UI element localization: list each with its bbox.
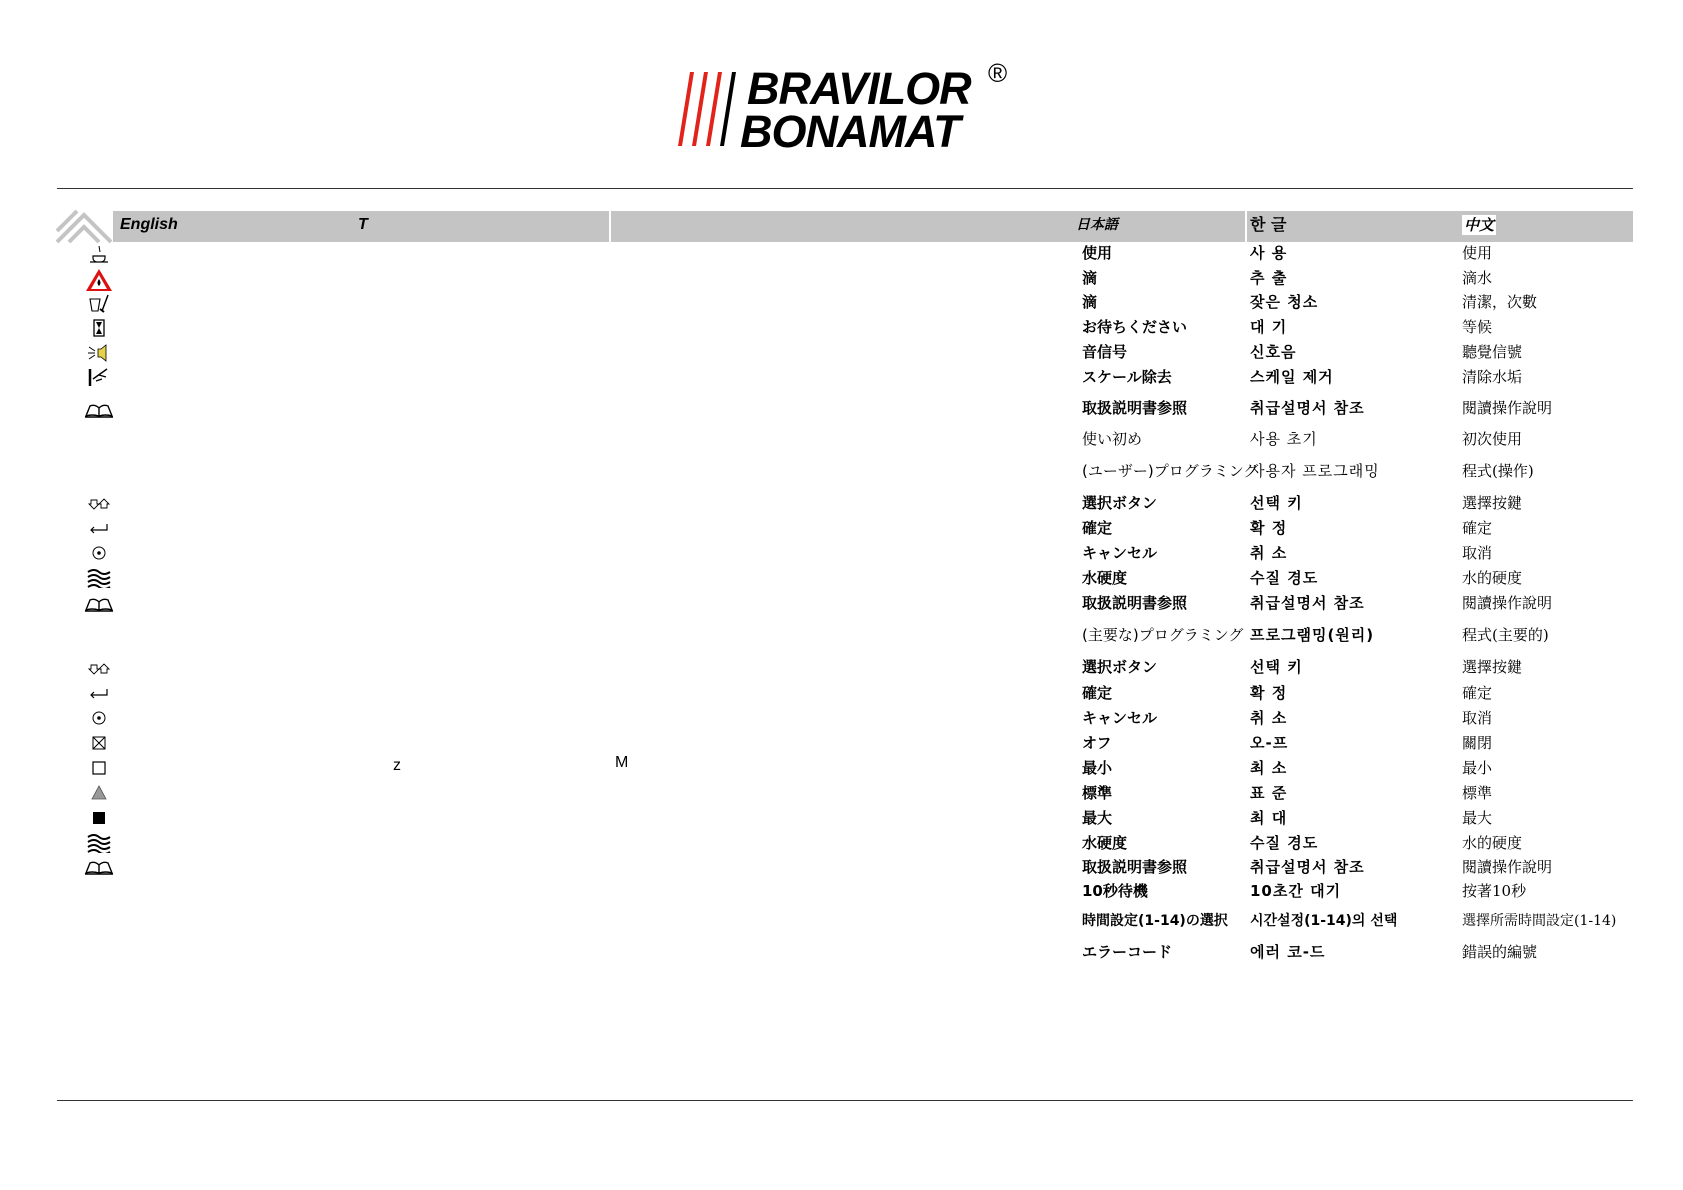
cell-chinese: 確定 (1462, 519, 1493, 537)
cell-korean: 잦은 청소 (1250, 293, 1319, 311)
manual-book-icon (84, 594, 114, 614)
cell-chinese: 標準 (1462, 784, 1493, 802)
cell-japanese: 取扱説明書参照 (1082, 858, 1188, 876)
standard-triangle-icon (84, 783, 114, 803)
cell-chinese: 水的硬度 (1462, 834, 1523, 852)
min-square-icon (84, 758, 114, 778)
manual-book-icon (84, 857, 114, 877)
cell-korean: 신호음 (1250, 343, 1297, 361)
cell-chinese: 確定 (1462, 684, 1493, 702)
cell-japanese: 選択ボタン (1082, 658, 1158, 676)
cell-chinese: 滴水 (1462, 269, 1493, 287)
cell-japanese: 確定 (1082, 519, 1113, 537)
cell-japanese: 使用 (1082, 244, 1113, 262)
registered-mark: ® (988, 58, 1008, 88)
cell-korean: 확 정 (1250, 519, 1288, 537)
cell-korean: 수질 경도 (1250, 569, 1319, 587)
max-square-icon (84, 808, 114, 828)
cell-korean: 사용자 프로그래밍 (1250, 462, 1380, 480)
cell-japanese: 使い初め (1082, 430, 1143, 448)
header-bar (113, 211, 1633, 242)
hourglass-icon (84, 318, 114, 338)
cell-chinese: 取消 (1462, 709, 1493, 727)
cell-chinese: 錯誤的編號 (1462, 943, 1538, 961)
cell-japanese: 滴 (1082, 293, 1098, 311)
enter-arrow-icon (84, 518, 114, 538)
water-hardness-icon (84, 833, 114, 853)
cell-chinese: 選擇所需時間設定(1-14) (1462, 913, 1617, 929)
cell-chinese: 程式(操作) (1462, 462, 1534, 480)
manual-book-icon (84, 400, 114, 420)
cell-japanese: 取扱説明書参照 (1082, 399, 1188, 417)
warning-drip-icon (84, 268, 114, 292)
cell-korean: 취 소 (1250, 709, 1288, 727)
cell-chinese: 關閉 (1462, 734, 1493, 752)
header-divider (609, 211, 611, 242)
cell-korean: 수질 경도 (1250, 834, 1319, 852)
cell-japanese: キャンセル (1082, 544, 1158, 562)
cell-chinese: 初次使用 (1462, 430, 1523, 448)
cell-chinese: 程式(主要的) (1462, 626, 1549, 644)
cell-japanese: 水硬度 (1082, 569, 1128, 587)
cell-chinese: 閱讀操作說明 (1462, 594, 1553, 612)
cell-japanese: お待ちください (1082, 318, 1188, 336)
cell-korean: 취급설명서 참조 (1250, 858, 1365, 876)
cancel-circle-icon (84, 543, 114, 563)
cell-japanese: キャンセル (1082, 709, 1158, 727)
cell-japanese: エラーコード (1082, 943, 1173, 961)
cell-japanese: 水硬度 (1082, 834, 1128, 852)
cell-korean: 추 출 (1250, 269, 1288, 287)
cell-korean: 프로그램밍(원리) (1250, 626, 1375, 644)
cell-japanese: スケール除去 (1082, 368, 1172, 386)
chevron-corner-icon (55, 209, 113, 244)
cell-japanese: 滴 (1082, 269, 1098, 287)
cell-korean: 사 용 (1250, 244, 1288, 262)
cell-korean: 취 소 (1250, 544, 1288, 562)
cup-icon (84, 244, 114, 264)
cell-japanese: 標準 (1082, 784, 1113, 802)
cell-japanese: 取扱説明書参照 (1082, 594, 1188, 612)
cell-japanese: 選択ボタン (1082, 494, 1158, 512)
bottom-rule (57, 1100, 1633, 1101)
cell-chinese: 水的硬度 (1462, 569, 1523, 587)
cell-japanese: (ユーザー)プログラミング (1082, 462, 1259, 480)
select-arrows-icon (84, 659, 114, 679)
cell-korean: 선택 키 (1250, 658, 1303, 676)
logo-line-bravilor: BRAVILOR (747, 63, 971, 114)
cell-korean: 시간설정(1-14)의 선택 (1250, 913, 1398, 929)
cell-korean: 최 대 (1250, 809, 1288, 827)
enter-arrow-icon (84, 683, 114, 703)
cell-korean: 사용 초기 (1250, 430, 1318, 448)
cell-japanese: オフ (1082, 734, 1112, 752)
header-divider (1245, 211, 1247, 242)
cell-korean: 선택 키 (1250, 494, 1303, 512)
cell-chinese: 聽覺信號 (1462, 343, 1523, 361)
cell-japanese: 確定 (1082, 684, 1113, 702)
header-chinese: 中文 (1464, 216, 1495, 234)
cell-chinese: 閱讀操作說明 (1462, 858, 1553, 876)
cell-japanese: 10秒待機 (1082, 882, 1148, 900)
cell-korean: 표 준 (1250, 784, 1288, 802)
cell-japanese: 音信号 (1082, 343, 1128, 361)
cell-chinese: 清除水垢 (1462, 368, 1523, 386)
cell-korean: 최 소 (1250, 759, 1288, 777)
cell-korean: 대 기 (1250, 318, 1288, 336)
cell-chinese: 按著10秒 (1462, 882, 1527, 900)
cell-korean: 취급설명서 참조 (1250, 594, 1365, 612)
cell-chinese: 選擇按鍵 (1462, 494, 1523, 512)
bravilor-bonamat-logo (676, 58, 1016, 157)
cell-korean: 스케일 제거 (1250, 368, 1334, 386)
cancel-circle-icon (84, 708, 114, 728)
cell-chinese: 選擇按鍵 (1462, 658, 1523, 676)
cell-chinese: 清潔，次數 (1462, 293, 1538, 311)
cleaning-brush-icon (84, 293, 114, 313)
select-arrows-icon (84, 494, 114, 514)
cell-korean: 취급설명서 참조 (1250, 399, 1365, 417)
cell-korean: 에러 코-드 (1250, 943, 1326, 961)
cell-japanese: 最大 (1082, 809, 1113, 827)
cell-korean: 확 정 (1250, 684, 1288, 702)
cell-korean: 10초간 대기 (1250, 882, 1342, 900)
off-box-icon (84, 733, 114, 753)
cell-chinese: 最小 (1462, 759, 1493, 777)
cell-chinese: 最大 (1462, 809, 1493, 827)
stray-letter-m: M (615, 754, 629, 771)
header-korean: 한 글 (1250, 215, 1287, 234)
cell-chinese: 取消 (1462, 544, 1493, 562)
cell-japanese: 最小 (1082, 759, 1113, 777)
header-t: T (358, 216, 368, 233)
header-japanese: 日本語 (1076, 217, 1118, 233)
descale-icon (84, 367, 114, 387)
stray-letter-z: z (393, 757, 401, 774)
cell-chinese: 等候 (1462, 318, 1493, 336)
cell-chinese: 閱讀操作說明 (1462, 399, 1553, 417)
header-english: English (120, 216, 178, 233)
logo-line-bonamat: BONAMAT (740, 106, 960, 157)
speaker-icon (84, 343, 114, 363)
top-rule (57, 188, 1633, 189)
water-hardness-icon (84, 568, 114, 588)
cell-chinese: 使用 (1462, 244, 1493, 262)
cell-japanese: (主要な)プログラミング (1082, 626, 1244, 644)
cell-japanese: 時間設定(1-14)の選択 (1082, 913, 1228, 929)
cell-korean: 오-프 (1250, 734, 1289, 752)
